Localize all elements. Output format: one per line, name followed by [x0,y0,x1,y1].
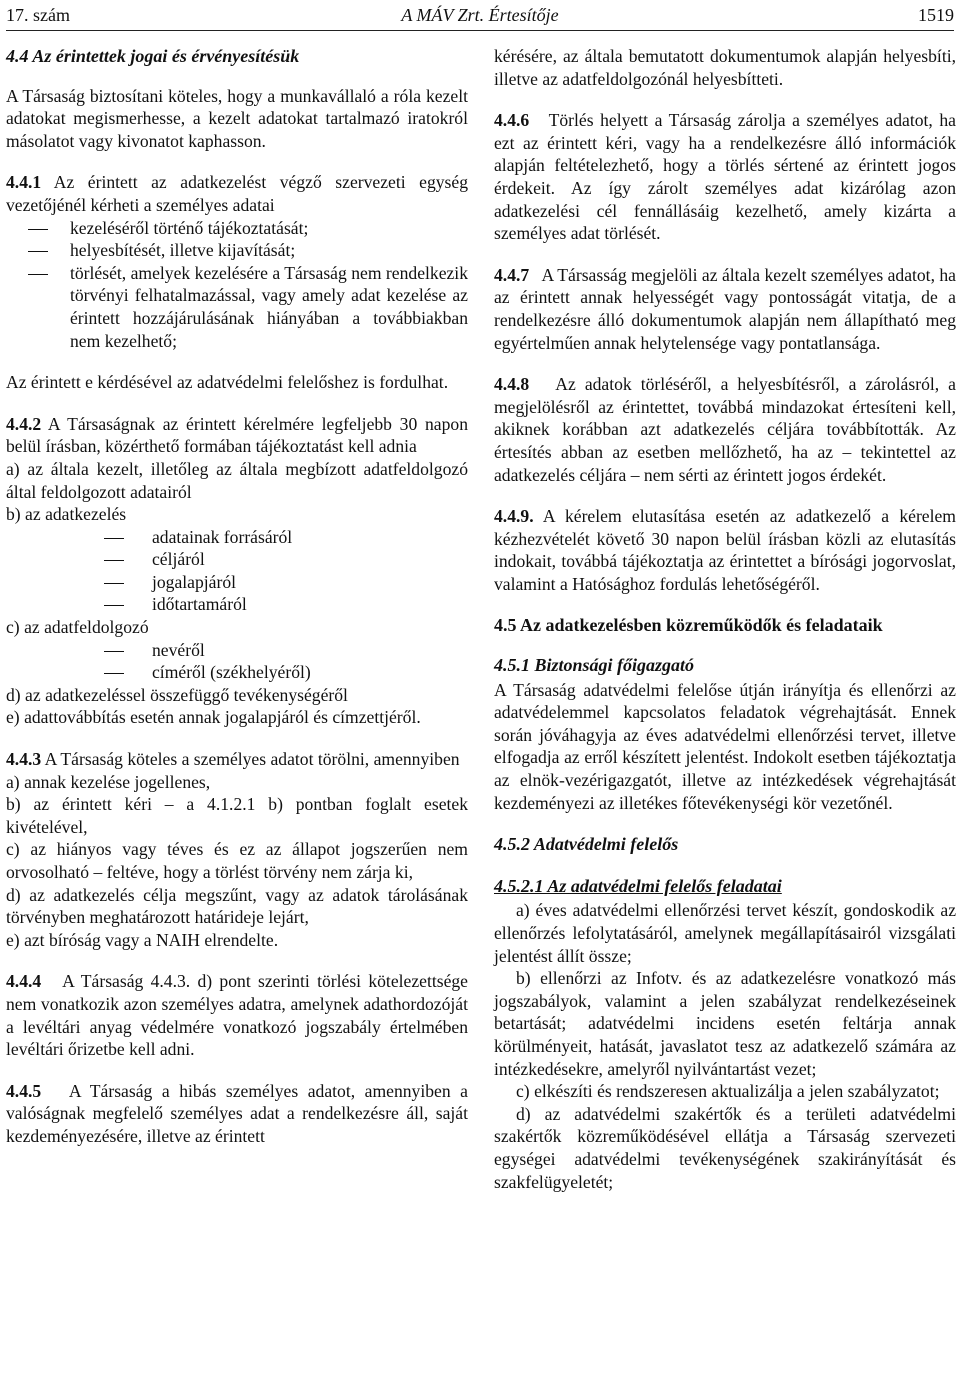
list-item: céljáról [6,548,468,571]
paragraph-4-4-6: 4.4.6 Törlés helyett a Társaság zárolja a személyes adatot, ha ezt az érintett kéri, vagy ha a rendelkezésre álló információk alapján feltételezhető, hogy a törlés sértené az érintett jogos érdekeit. Az így zárolt személyes adat kizárólag azon adatkezelési cél fennállásáig kezelhető, amely kizárta a személyes adat törlését. [494,110,960,244]
paragraph-4-4-2: 4.4.2 A Társaságnak az érintett kérelmére legfeljebb 30 napon belül írásban, közérthető formában tájékoztatást kell adnia [6,413,468,457]
list-item: időtartamáról [6,593,468,616]
list-item: a) az általa kezelt, illetőleg az általa megbízott adatfeldolgozó által feldolgozott adatairól [6,458,468,502]
clause-number: 4.4.1 [6,172,42,193]
list-item: b) az adatkezelés [6,504,127,525]
list-item: helyesbítését, illetve kijavítását; [6,239,468,262]
list-4-4-2-b [6,526,468,616]
paragraph-4-4-9: 4.4.9. A kérelem elutasítása esetén az adatkezelő a kérelem kézhezvételét követő 30 napon belül írásban közli az elutasítás indokait, továbbá tájékoztatja az érintettet a bírósági jogorvoslat, valamint a Hatósághoz fordulás lehetőségéről. [494,506,956,594]
list-item: a) annak kezelése jogellenes, [6,771,211,792]
header-rule [6,30,954,31]
page-number: 1519 [918,5,954,25]
clause-number: 4.4.6 [494,110,530,131]
paragraph-4-4-4: 4.4.4 A Társaság 4.4.3. d) pont szerinti törlési kötelezettsége nem vonatkozik azon személyes adatra, amelynek adathordozóját a levéltári anyag védelmére vonatkozó jogszabály értelmében levéltári őrizetbe kell adni. [6,971,473,1060]
paragraph-4-4-1-after: Az érintett e kérdésével az adatvédelmi felelőshez is fordulhat. [6,372,449,393]
list-item: jogalapjáról [6,571,468,594]
clause-number: 4.4.5 [6,1080,42,1101]
list-item: d) az adatvédelmi szakértők és a területi adatvédelmi szakértők közreműködésével ellátja a Társaság szervezeti egységei adatvédelmi tevékenységének szakirányítását és szakfelügyeletét; [494,1103,956,1192]
list-item: címéről (székhelyéről) [6,661,468,684]
paragraph-intro: A Társaság biztosítani köteles, hogy a munkavállaló a róla kezelt adatokat megismerhesse, a kezelt adatokat tartalmazó iratokról másolatot vagy kivonatot kaphasson. [6,85,468,151]
paragraph-4-4-5-continued: kérésére, az általa bemutatott dokumentumok alapján helyesbíti, illetve az adatfeldolgozónál helyesbítteti. [494,46,956,89]
clause-number: 4.4.4 [6,971,42,992]
list-item: d) az adatkezelés célja megszűnt, vagy az adatok tárolásának törvényben meghatározott határideje lejárt, [6,884,468,928]
clause-number: 4.4.7 [494,264,530,285]
list-item: törlését, amelyek kezelésére a Társaság nem rendelkezik törvényi felhatalmazással, vagy amely adat kezelése az érintett hozzájárulásának hiányában a továbbiakban nem kezelhető; [6,262,468,352]
list-item: c) az hiányos vagy téves és ez az állapot jogszerűen nem orvosolható – feltéve, hogy a törlést törvény nem zárja ki, [6,839,468,882]
paragraph-4-4-8: 4.4.8 Az adatok törléséről, a helyesbítésről, a zárolásról, a megjelölésről az érintettet, továbbá mindazokat értesíteni kell, akiknek korábban azt adatkezelés céljára továbbították. Az értesítés abban az esetben mellőzhető, ha az – tekintettel az adatkezelés céljára – nem sérti az érintett jogos érdekét. [494,374,960,485]
list-item: adatainak forrásáról [6,526,468,549]
list-item: c) elkészíti és rendszeresen aktualizálja a jelen szabályzatot; [516,1081,940,1102]
subsection-heading-4-5-1: 4.5.1 Biztonsági főigazgató [494,655,695,676]
clause-number: 4.4.2 [6,413,42,434]
journal-title: A MÁV Zrt. Értesítője [401,5,559,25]
list-item: d) az adatkezeléssel összefüggő tevékenységéről [6,684,348,705]
clause-number: 4.4.8 [494,374,530,395]
paragraph-4-5-1: A Társaság adatvédelmi felelőse útján irányítja és ellenőrzi az adatvédelemmel kapcsolatos feladatok végrehajtását. Ennek során jóváhagyja az éves adatvédelmi ellenőrzési tervet, illetve elfogadja az erről készített jelentést. Indokolt esetben tájékoztatja az elnök-vezérigazgatót, illetve az intézkedések végrehajtását kezdeményezi az illetékes főtevékenységi kör vezetőnél. [494,679,956,813]
clause-number: 4.4.3 [6,749,42,770]
section-heading-4-5: 4.5 Az adatkezelésben közreműködők és feladataik [494,615,883,636]
paragraph-4-4-3: 4.4.3 A Társaság köteles a személyes adatot törölni, amennyiben [6,749,460,770]
paragraph-4-4-7: 4.4.7 A Társasság megjelöli az általa kezelt személyes adatot, ha az érintett annak helyességét vagy pontosságát vitatja, de a rendelkezésre álló dokumentumok alapján nem állapítható meg egyértelműen annak helytelensége vagy pontatlansága. [494,264,960,353]
page-header [6,4,954,30]
issue-number: 17. szám [6,5,70,25]
paragraph-4-4-1: 4.4.1 Az érintett az adatkezelést végző szervezeti egység vezetőjénél kérheti a személyes adatai [6,172,468,215]
section-heading-4-4: 4.4 Az érintettek jogai és érvényesítésük [6,46,300,66]
subsection-heading-4-5-2: 4.5.2 Adatvédelmi felelős [494,834,679,855]
list-item: c) az adatfeldolgozó [6,617,149,638]
subsection-heading-4-5-2-1: 4.5.2.1 Az adatvédelmi felelős feladatai [494,875,782,896]
list-item: nevéről [6,639,468,662]
list-item: e) azt bíróság vagy a NAIH elrendelte. [6,929,279,950]
list-4-4-1 [6,217,468,353]
list-item: b) az érintett kéri – a 4.1.2.1 b) pontban foglalt esetek kivételével, [6,794,468,837]
list-item: b) ellenőrzi az Infotv. és az adatkezelésre vonatkozó más jogszabályok, valamint a jelen szabályzat rendelkezéseinek betartását; adatvédelmi incidens esetén feltárja annak körülményeit, hatását, javaslatot tesz az adatkezelő számára az intézkedésekre, amelyről nyilvántartást vezet; [494,968,956,1079]
right-column [494,45,960,1193]
left-column [6,45,473,1167]
list-item: kezeléséről történő tájékoztatását; [6,217,468,240]
list-4-4-2-c [6,639,468,684]
clause-number: 4.4.9. [494,506,534,527]
paragraph-4-4-5: 4.4.5 A Társaság a hibás személyes adatot, amennyiben a valóságnak megfelelő személyes adat a rendelkezésre áll, saját kezdeményezésére, illetve az érintett [6,1080,473,1146]
list-item: e) adattovábbítás esetén annak jogalapjáról és címzettjéről. [6,707,421,728]
list-item: a) éves adatvédelmi ellenőrzési tervet készít, gondoskodik az ellenőrzés lefolytatásáról, amelynek megállapításairól vizsgálati jelentést állít össze; [494,900,956,966]
